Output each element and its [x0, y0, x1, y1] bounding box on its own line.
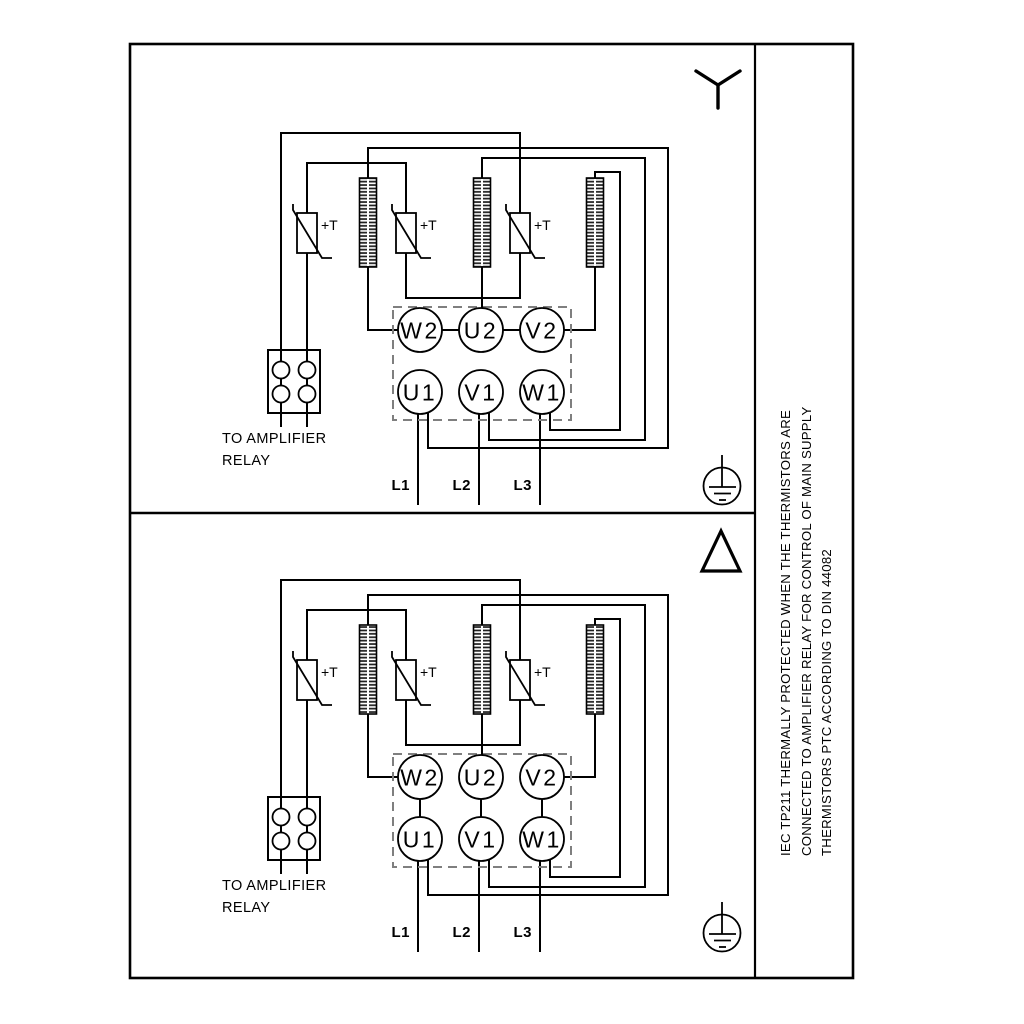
thermistor-label: +T: [534, 664, 551, 680]
winding-bar: [474, 178, 491, 267]
supply-l1: L1: [391, 924, 410, 941]
ground-icon: [704, 455, 741, 505]
terminal-u1: U1: [402, 826, 438, 853]
relay-caption-line1: TO AMPLIFIER: [222, 878, 327, 894]
winding-bar: [360, 178, 377, 267]
supply-l3: L3: [513, 477, 532, 494]
supply-l3: L3: [513, 924, 532, 941]
side-note-line: CONNECTED TO AMPLIFIER RELAY FOR CONTROL OF MAIN SUPPLY: [798, 406, 814, 856]
terminal-w2: W2: [400, 317, 440, 344]
terminal-box: [393, 307, 571, 420]
relay-connector: [268, 797, 320, 860]
terminal-u2: U2: [463, 317, 499, 344]
thermistor-label: +T: [321, 217, 338, 233]
thermistor-label: +T: [420, 217, 437, 233]
thermistor-label: +T: [534, 217, 551, 233]
supply-l2: L2: [452, 924, 471, 941]
terminal-w1: W1: [522, 826, 562, 853]
terminal-u1: U1: [402, 379, 438, 406]
terminal-w2: W2: [400, 764, 440, 791]
wire-winding1-to-w2: [368, 714, 398, 777]
supply-l1: L1: [391, 477, 410, 494]
side-note-line: THERMISTORS PTC ACCORDING TO DIN 44082: [819, 548, 834, 856]
relay-caption-line2: RELAY: [222, 453, 271, 469]
panel-star: [222, 71, 741, 505]
thermistor-label: +T: [321, 664, 338, 680]
supply-l2: L2: [452, 477, 471, 494]
terminal-v1: V1: [464, 379, 498, 406]
terminal-v1: V1: [464, 826, 498, 853]
winding-bar: [360, 625, 377, 714]
star-connection-icon: [696, 71, 740, 108]
wire-thermistor2-to-thermistor3: [406, 253, 520, 298]
terminal-v2: V2: [525, 764, 559, 791]
relay-connector: [268, 350, 320, 413]
terminal-v2: V2: [525, 317, 559, 344]
ground-icon: [704, 902, 741, 952]
panel-delta: [222, 531, 741, 952]
delta-connection-icon: [702, 531, 740, 571]
wire-thermistor2-to-thermistor3: [406, 700, 520, 745]
wire-winding3-to-v2: [564, 267, 595, 330]
side-note-line: IEC TP211 THERMALLY PROTECTED WHEN THE THERMISTORS ARE: [778, 409, 793, 856]
winding-bar: [587, 178, 604, 267]
winding-bar: [587, 625, 604, 714]
wire-winding3-to-v2: [564, 714, 595, 777]
side-note: [776, 356, 838, 856]
wire-winding1-to-w2: [368, 267, 398, 330]
terminal-u2: U2: [463, 764, 499, 791]
terminal-w1: W1: [522, 379, 562, 406]
relay-caption-line2: RELAY: [222, 900, 271, 916]
relay-caption-line1: TO AMPLIFIER: [222, 431, 327, 447]
winding-bar: [474, 625, 491, 714]
thermistor-label: +T: [420, 664, 437, 680]
